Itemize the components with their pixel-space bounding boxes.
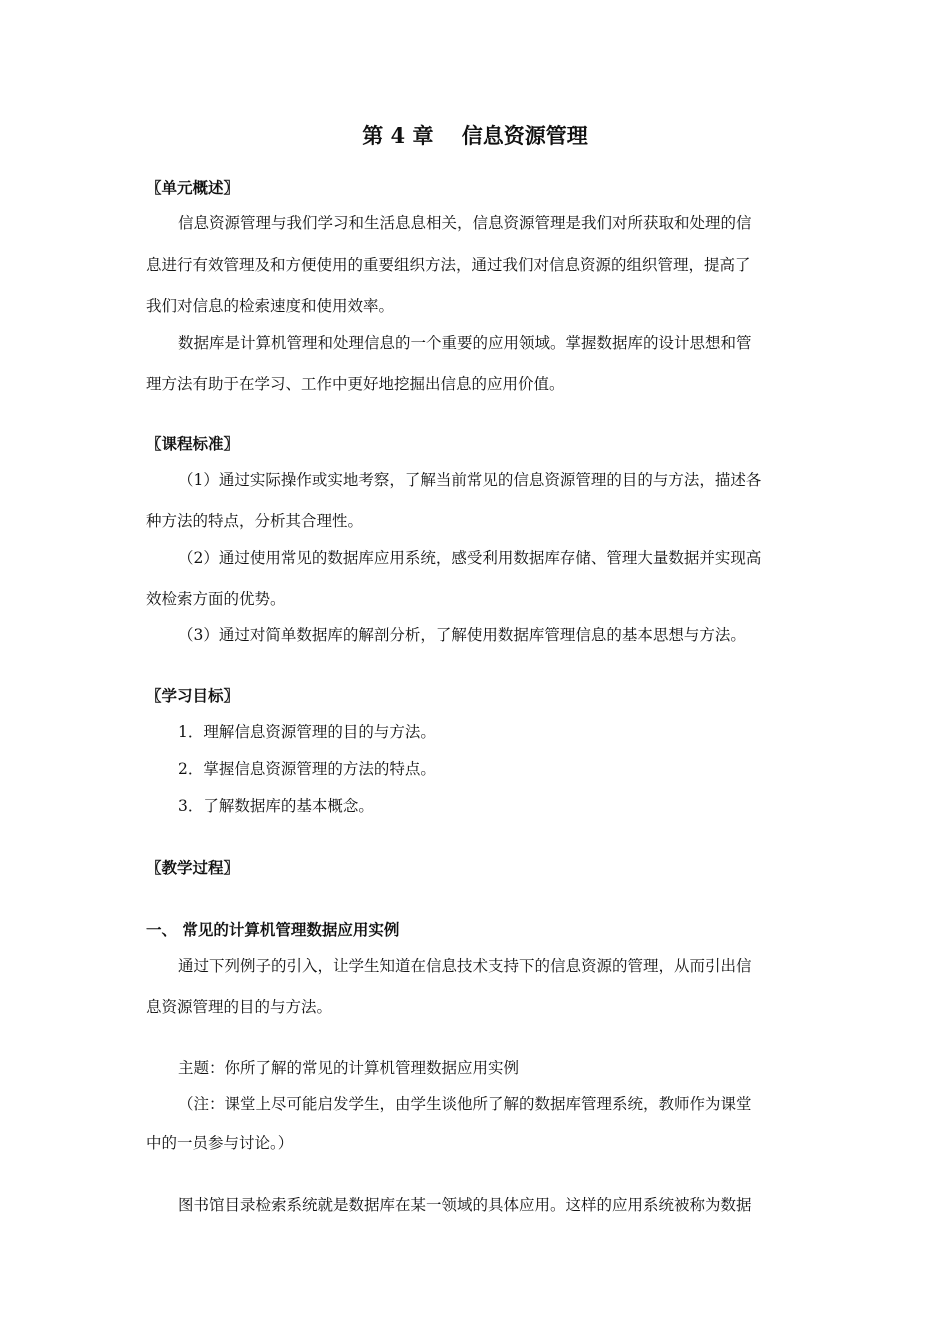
curriculum-item: 效检索方面的优势。 — [146, 590, 286, 608]
paragraph-line: 息进行有效管理及和方便使用的重要组织方法，通过我们对信息资源的组织管理，提高了 — [146, 256, 751, 274]
objective-item: 3．了解数据库的基本概念。 — [178, 797, 374, 815]
curriculum-item: （2）通过使用常见的数据库应用系统，感受利用数据库存储、管理大量数据并实现高 — [178, 549, 762, 567]
note-line: 中的一员参与讨论。） — [146, 1134, 294, 1152]
curriculum-heading: 〖课程标准〗 — [146, 434, 240, 453]
unit-overview-heading: 〖单元概述〗 — [146, 178, 240, 197]
objectives-heading: 〖学习目标〗 — [146, 686, 240, 705]
paragraph-line: 息资源管理的目的与方法。 — [146, 998, 333, 1016]
paragraph-line: 通过下列例子的引入，让学生知道在信息技术支持下的信息资源的管理，从而引出信 — [178, 957, 752, 975]
teaching-heading: 〖教学过程〗 — [146, 858, 240, 877]
paragraph-line: 图书馆目录检索系统就是数据库在某一领域的具体应用。这样的应用系统被称为数据 — [178, 1196, 752, 1214]
curriculum-item: （1）通过实际操作或实地考察，了解当前常见的信息资源管理的目的与方法，描述各 — [178, 471, 762, 489]
paragraph-line: 我们对信息的检索速度和使用效率。 — [146, 297, 395, 315]
curriculum-item: （3）通过对简单数据库的解剖分析，了解使用数据库管理信息的基本思想与方法。 — [178, 626, 746, 644]
paragraph-line: 理方法有助于在学习、工作中更好地挖掘出信息的应用价值。 — [146, 375, 565, 393]
paragraph-line: 信息资源管理与我们学习和生活息息相关，信息资源管理是我们对所获取和处理的信 — [178, 214, 752, 232]
section-heading: 一、 常见的计算机管理数据应用实例 — [146, 920, 400, 939]
topic-line: 主题：你所了解的常见的计算机管理数据应用实例 — [178, 1059, 520, 1077]
paragraph-line: 数据库是计算机管理和处理信息的一个重要的应用领域。掌握数据库的设计思想和管 — [178, 334, 752, 352]
objective-item: 1．理解信息资源管理的目的与方法。 — [178, 723, 436, 741]
note-line: （注：课堂上尽可能启发学生，由学生谈他所了解的数据库管理系统，教师作为课堂 — [178, 1095, 752, 1113]
curriculum-item: 种方法的特点，分析其合理性。 — [146, 512, 364, 530]
objective-item: 2．掌握信息资源管理的方法的特点。 — [178, 760, 436, 778]
chapter-title: 第 4 章 信息资源管理 — [362, 123, 588, 148]
